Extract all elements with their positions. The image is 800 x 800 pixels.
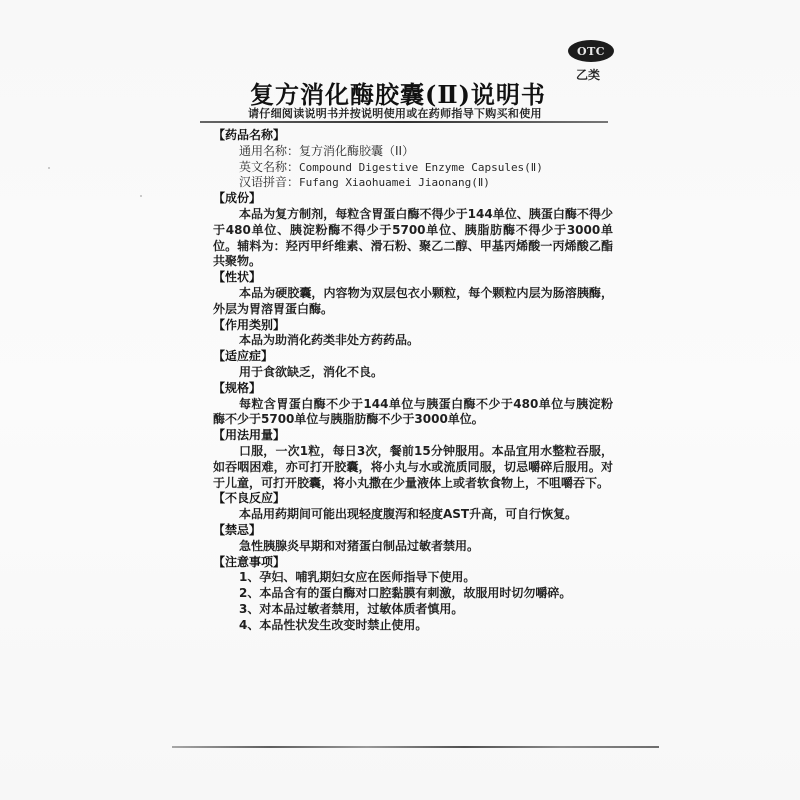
scan-speck <box>48 167 50 169</box>
otc-badge: OTC <box>568 40 614 62</box>
section-ingredients <box>213 191 613 270</box>
precaution-item: 4、本品性状发生改变时禁止使用。 <box>239 617 428 632</box>
english-name-label: 英文名称： <box>239 159 300 174</box>
otc-class-label: 乙类 <box>576 68 601 82</box>
section-precautions <box>213 555 613 634</box>
section-text: 本品用药期间可能出现轻度腹泻和轻度AST升高，可自行恢复。 <box>239 507 578 522</box>
pinyin-name-row <box>213 175 613 191</box>
section-heading: 【药品名称】 <box>213 128 286 142</box>
section-heading: 【成份】 <box>213 191 262 206</box>
header-divider <box>200 121 608 123</box>
scan-speck <box>140 195 142 197</box>
precaution-item: 3、对本品过敏者禁用，过敏体质者慎用。 <box>239 601 464 616</box>
section-text: 本品为硬胶囊，内容物为双层包衣小颗粒，每个颗粒内层为肠溶胰酶，外层为胃溶胃蛋白酶。 <box>213 285 613 316</box>
section-heading: 【适应症】 <box>213 349 274 364</box>
document-title: 复方消化酶胶囊(Ⅱ)说明书 <box>250 80 546 109</box>
document-subtitle: 请仔细阅读说明书并按说明使用或在药师指导下购买和使用 <box>248 107 542 120</box>
generic-name-label: 通用名称： <box>239 143 300 158</box>
precaution-item: 1、孕妇、哺乳期妇女应在医师指导下使用。 <box>239 570 476 585</box>
english-name-value: Compound Digestive Enzyme Capsules(Ⅱ) <box>299 160 543 174</box>
section-text: 用于食欲缺乏，消化不良。 <box>239 364 384 379</box>
section-heading: 【不良反应】 <box>213 491 286 506</box>
section-contraindications <box>213 523 613 555</box>
section-heading: 【用法用量】 <box>213 428 286 443</box>
english-name-row <box>213 160 613 176</box>
section-heading: 【注意事项】 <box>213 554 286 569</box>
section-heading: 【性状】 <box>213 270 262 285</box>
section-heading: 【禁忌】 <box>213 522 262 537</box>
pinyin-name-value: Fufang Xiaohuamei Jiaonang(Ⅱ) <box>299 176 490 190</box>
generic-name-value: 复方消化酶胶囊（II） <box>299 143 415 158</box>
precaution-item: 2、本品含有的蛋白酶对口腔黏膜有刺激，故服用时切勿嚼碎。 <box>239 586 572 601</box>
section-dosage <box>213 428 613 491</box>
insert-content <box>213 128 613 634</box>
section-heading: 【作用类别】 <box>213 317 286 332</box>
section-category <box>213 318 613 350</box>
pinyin-name-label: 汉语拼音： <box>239 175 300 190</box>
footer-divider <box>172 746 659 748</box>
section-specification <box>213 381 613 428</box>
section-drug-name <box>213 128 613 191</box>
section-heading: 【规格】 <box>213 380 262 395</box>
section-text: 急性胰腺炎早期和对猪蛋白制品过敏者禁用。 <box>239 538 480 553</box>
section-adverse-reactions <box>213 491 613 523</box>
generic-name-row <box>213 144 613 160</box>
section-description <box>213 270 613 317</box>
section-indications <box>213 349 613 381</box>
section-text: 本品为复方制剂，每粒含胃蛋白酶不得少于144单位、胰蛋白酶不得少于480单位、胰淀粉酶不得少于5700单位、胰脂肪酶不得少于3000单位。辅料为：羟丙甲纤维素、滑石粉、聚乙二醇、甲基丙烯酸一丙烯酸乙酯共聚物。 <box>213 206 613 269</box>
section-text: 每粒含胃蛋白酶不少于144单位与胰蛋白酶不少于480单位与胰淀粉酶不少于5700单位与胰脂肪酶不少于3000单位。 <box>213 396 613 427</box>
section-text: 本品为助消化药类非处方药药品。 <box>239 333 420 348</box>
section-text: 口服，一次1粒，每日3次，餐前15分钟服用。本品宜用水整粒吞服，如吞咽困难，亦可打开胶囊，将小丸与水或流质同服，切忌嚼碎后服用。对于儿童，可打开胶囊，将小丸撒在少量液体上或者软食物上，不咀嚼吞下。 <box>213 443 613 490</box>
